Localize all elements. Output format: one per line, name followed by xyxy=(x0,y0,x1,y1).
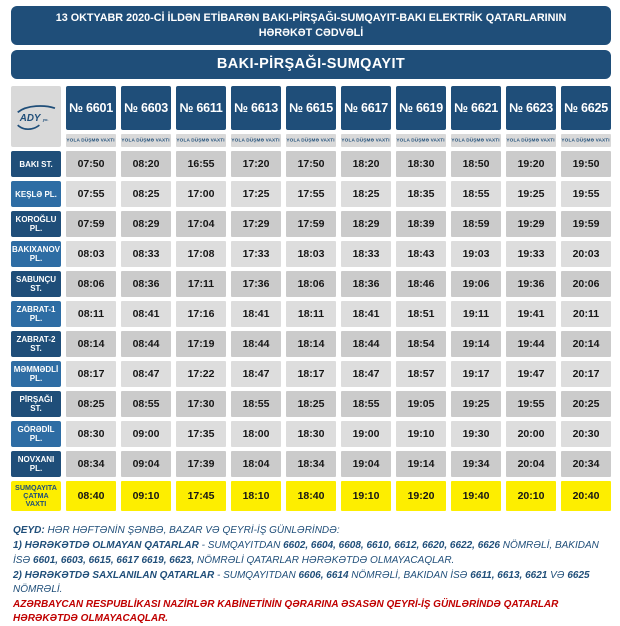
time-cell: 19:25 xyxy=(506,181,556,207)
time-cell: 18:25 xyxy=(341,181,391,207)
departure-time-label xyxy=(121,134,171,147)
time-cell: 18:41 xyxy=(341,301,391,327)
departure-time-label xyxy=(286,134,336,147)
time-cell: 08:36 xyxy=(121,271,171,297)
notes-section xyxy=(11,524,611,626)
time-cell: 08:34 xyxy=(66,451,116,477)
time-cell: 20:00 xyxy=(506,421,556,447)
time-cell: 18:25 xyxy=(286,391,336,417)
time-cell: 18:36 xyxy=(341,271,391,297)
train-number-header: № 6615 xyxy=(286,86,336,130)
time-cell: 19:41 xyxy=(506,301,556,327)
departure-time-label xyxy=(341,134,391,147)
time-cell: 18:39 xyxy=(396,211,446,237)
time-cell: 09:04 xyxy=(121,451,171,477)
train-number-header: № 6613 xyxy=(231,86,281,130)
note-line xyxy=(13,598,609,626)
time-cell: 19:25 xyxy=(451,391,501,417)
time-cell: 18:06 xyxy=(286,271,336,297)
time-cell: 19:05 xyxy=(396,391,446,417)
time-cell: 08:29 xyxy=(121,211,171,237)
departure-time-label-text: YOLA DÜŞMƏ VAXTI xyxy=(396,138,446,144)
time-cell: 20:11 xyxy=(561,301,611,327)
time-cell: 18:59 xyxy=(451,211,501,237)
train-number-header: № 6625 xyxy=(561,86,611,130)
note-text: NÖMRƏLİ. xyxy=(13,583,63,595)
logo-text: ADY xyxy=(19,112,41,124)
time-cell: 17:55 xyxy=(286,181,336,207)
time-cell: 19:33 xyxy=(506,241,556,267)
time-cell: 17:30 xyxy=(176,391,226,417)
time-cell: 17:04 xyxy=(176,211,226,237)
time-cell: 19:14 xyxy=(451,331,501,357)
arrival-time-cell: 18:40 xyxy=(286,481,336,511)
time-cell: 18:03 xyxy=(286,241,336,267)
arrival-time-cell: 19:40 xyxy=(451,481,501,511)
time-cell: 20:34 xyxy=(561,451,611,477)
time-cell: 18:55 xyxy=(341,391,391,417)
train-number-header: № 6611 xyxy=(176,86,226,130)
time-cell: 18:30 xyxy=(396,151,446,177)
time-cell: 09:00 xyxy=(121,421,171,447)
time-cell: 19:50 xyxy=(561,151,611,177)
departure-time-label-text: YOLA DÜŞMƏ VAXTI xyxy=(121,138,171,144)
time-cell: 08:25 xyxy=(121,181,171,207)
time-cell: 18:00 xyxy=(231,421,281,447)
time-cell: 07:50 xyxy=(66,151,116,177)
time-cell: 18:44 xyxy=(231,331,281,357)
time-cell: 18:04 xyxy=(231,451,281,477)
arrival-time-cell: 09:10 xyxy=(121,481,171,511)
time-cell: 18:11 xyxy=(286,301,336,327)
train-number-header: № 6619 xyxy=(396,86,446,130)
time-cell: 17:39 xyxy=(176,451,226,477)
train-number-header: № 6617 xyxy=(341,86,391,130)
note-text: 6601, 6603, 6615, 6617 6619, 6623, xyxy=(33,554,195,566)
note-text: 6625 xyxy=(567,569,590,581)
time-cell: 17:29 xyxy=(231,211,281,237)
note-text: 1) HƏRƏKƏTDƏ OLMAYAN QATARLAR xyxy=(13,540,199,552)
time-cell: 20:17 xyxy=(561,361,611,387)
train-number-header: № 6621 xyxy=(451,86,501,130)
time-cell: 18:34 xyxy=(286,451,336,477)
time-cell: 19:04 xyxy=(341,451,391,477)
time-cell: 17:19 xyxy=(176,331,226,357)
time-cell: 18:50 xyxy=(451,151,501,177)
arrival-time-cell: 08:40 xyxy=(66,481,116,511)
ady-logo xyxy=(11,86,61,147)
time-cell: 19:30 xyxy=(451,421,501,447)
time-cell: 08:44 xyxy=(121,331,171,357)
logo-swoosh-bottom xyxy=(18,125,40,129)
time-cell: 18:47 xyxy=(231,361,281,387)
departure-time-label-text: YOLA DÜŞMƏ VAXTI xyxy=(451,138,501,144)
time-cell: 18:46 xyxy=(396,271,446,297)
note-line xyxy=(13,539,609,567)
arrival-time-cell: 20:10 xyxy=(506,481,556,511)
time-cell: 18:55 xyxy=(451,181,501,207)
arrival-time-cell: 18:10 xyxy=(231,481,281,511)
station-cell: ZABRAT-2 ST. xyxy=(11,331,61,357)
station-cell: SABUNÇU ST. xyxy=(11,271,61,297)
time-cell: 19:17 xyxy=(451,361,501,387)
time-cell: 19:34 xyxy=(451,451,501,477)
time-cell: 08:14 xyxy=(66,331,116,357)
departure-time-label-text: YOLA DÜŞMƏ VAXTI xyxy=(341,138,391,144)
note-text: - SUMQAYITDAN xyxy=(198,540,284,552)
time-cell: 19:36 xyxy=(506,271,556,297)
time-cell: 08:20 xyxy=(121,151,171,177)
time-cell: 19:00 xyxy=(341,421,391,447)
time-cell: 16:55 xyxy=(176,151,226,177)
time-cell: 17:25 xyxy=(231,181,281,207)
time-cell: 17:50 xyxy=(286,151,336,177)
time-cell: 17:16 xyxy=(176,301,226,327)
time-cell: 18:29 xyxy=(341,211,391,237)
note-text: 6606, 6614 xyxy=(298,569,349,581)
time-cell: 08:55 xyxy=(121,391,171,417)
logo-swoosh-top xyxy=(18,106,55,112)
station-cell: BAKI ST. xyxy=(11,151,61,177)
time-cell: 17:00 xyxy=(176,181,226,207)
ady-logo-icon xyxy=(15,102,57,132)
time-cell: 08:11 xyxy=(66,301,116,327)
station-cell: GÖRƏDİL PL. xyxy=(11,421,61,447)
note-text: NÖMRƏLİ QATARLAR HƏRƏKƏTDƏ OLMAYACAQLAR. xyxy=(194,554,455,566)
departure-time-label xyxy=(396,134,446,147)
time-cell: 08:47 xyxy=(121,361,171,387)
note-text: QEYD: xyxy=(13,525,45,537)
arrival-label: SUMQAYITA ÇATMA VAXTI xyxy=(11,481,61,511)
time-cell: 19:55 xyxy=(506,391,556,417)
time-cell: 18:54 xyxy=(396,331,446,357)
time-cell: 19:29 xyxy=(506,211,556,237)
time-cell: 19:11 xyxy=(451,301,501,327)
time-cell: 18:35 xyxy=(396,181,446,207)
arrival-time-cell: 20:40 xyxy=(561,481,611,511)
time-cell: 17:20 xyxy=(231,151,281,177)
note-text: 6611, 6613, 6621 xyxy=(470,569,548,581)
time-cell: 19:03 xyxy=(451,241,501,267)
time-cell: 20:14 xyxy=(561,331,611,357)
train-number-header: № 6623 xyxy=(506,86,556,130)
time-cell: 08:03 xyxy=(66,241,116,267)
time-cell: 07:55 xyxy=(66,181,116,207)
route-title: BAKI-PİRŞAĞI-SUMQAYIT xyxy=(11,50,611,79)
departure-time-label xyxy=(231,134,281,147)
train-number-header: № 6601 xyxy=(66,86,116,130)
time-cell: 18:30 xyxy=(286,421,336,447)
time-cell: 19:14 xyxy=(396,451,446,477)
time-cell: 18:44 xyxy=(341,331,391,357)
note-text: 2) HƏRƏKƏTDƏ SAXLANILAN QATARLAR xyxy=(13,569,215,581)
departure-time-label xyxy=(506,134,556,147)
time-cell: 17:59 xyxy=(286,211,336,237)
departure-time-label-text: YOLA DÜŞMƏ VAXTI xyxy=(231,138,281,144)
station-cell: KOROĞLU PL. xyxy=(11,211,61,237)
departure-time-label xyxy=(66,134,116,147)
time-cell: 18:20 xyxy=(341,151,391,177)
page-title: 13 OKTYABR 2020-Cİ İLDƏN ETİBARƏN BAKI-PİRŞAĞI-SUMQAYIT-BAKI ELEKTRİK QATARLARININ HƏRƏKƏT CƏDVƏLİ xyxy=(11,6,611,45)
time-cell: 08:25 xyxy=(66,391,116,417)
time-cell: 19:20 xyxy=(506,151,556,177)
train-number-header: № 6603 xyxy=(121,86,171,130)
departure-time-label-text: YOLA DÜŞMƏ VAXTI xyxy=(561,138,611,144)
departure-time-label xyxy=(176,134,226,147)
time-cell: 08:30 xyxy=(66,421,116,447)
time-cell: 17:08 xyxy=(176,241,226,267)
note-text: - SUMQAYITDAN xyxy=(214,569,299,581)
time-cell: 18:51 xyxy=(396,301,446,327)
time-cell: 19:59 xyxy=(561,211,611,237)
time-cell: 19:55 xyxy=(561,181,611,207)
time-cell: 18:47 xyxy=(341,361,391,387)
time-cell: 20:03 xyxy=(561,241,611,267)
time-cell: 08:06 xyxy=(66,271,116,297)
station-cell: KEŞLƏ PL. xyxy=(11,181,61,207)
timetable-grid xyxy=(11,86,611,511)
time-cell: 20:30 xyxy=(561,421,611,447)
time-cell: 20:25 xyxy=(561,391,611,417)
time-cell: 17:11 xyxy=(176,271,226,297)
note-text: NÖMRƏLİ, BAKIDAN İSƏ xyxy=(13,540,599,566)
note-text: HƏR HƏFTƏNİN ŞƏNBƏ, BAZAR VƏ QEYRİ-İŞ GÜNLƏRİNDƏ: xyxy=(44,525,340,537)
departure-time-label-text: YOLA DÜŞMƏ VAXTI xyxy=(176,138,226,144)
time-cell: 08:17 xyxy=(66,361,116,387)
note-text: 6602, 6604, 6608, 6610, 6612, 6620, 6622, 6626 xyxy=(283,540,500,552)
time-cell: 20:04 xyxy=(506,451,556,477)
time-cell: 20:06 xyxy=(561,271,611,297)
time-cell: 18:41 xyxy=(231,301,281,327)
time-cell: 19:06 xyxy=(451,271,501,297)
departure-time-label-text: YOLA DÜŞMƏ VAXTI xyxy=(286,138,336,144)
time-cell: 17:22 xyxy=(176,361,226,387)
note-warning-text: AZƏRBAYCAN RESPUBLİKASI NAZİRLƏR KABİNETİNİN QƏRARINA ƏSASƏN QEYRİ-İŞ GÜNLƏRİNDƏ QATARLAR HƏRƏKƏTDƏ OLMAYACAQLAR. xyxy=(13,599,559,625)
note-text: VƏ xyxy=(547,569,568,581)
time-cell: 19:47 xyxy=(506,361,556,387)
departure-time-label xyxy=(451,134,501,147)
arrival-time-cell: 19:10 xyxy=(341,481,391,511)
arrival-time-cell: 17:45 xyxy=(176,481,226,511)
time-cell: 18:14 xyxy=(286,331,336,357)
time-cell: 17:36 xyxy=(231,271,281,297)
departure-time-label-text: YOLA DÜŞMƏ VAXTI xyxy=(66,138,116,144)
station-cell: BAKIXANOV PL. xyxy=(11,241,61,267)
station-cell: MƏMMƏDLİ PL. xyxy=(11,361,61,387)
time-cell: 08:33 xyxy=(121,241,171,267)
note-line xyxy=(13,569,609,597)
note-text: NÖMRƏLİ, BAKIDAN İSƏ xyxy=(348,569,471,581)
station-cell: ZABRAT-1 PL. xyxy=(11,301,61,327)
departure-time-label xyxy=(561,134,611,147)
logo-subtext: yo. xyxy=(42,116,49,122)
time-cell: 07:59 xyxy=(66,211,116,237)
time-cell: 08:41 xyxy=(121,301,171,327)
time-cell: 18:57 xyxy=(396,361,446,387)
time-cell: 17:35 xyxy=(176,421,226,447)
station-cell: NOVXANI PL. xyxy=(11,451,61,477)
time-cell: 18:55 xyxy=(231,391,281,417)
departure-time-label-text: YOLA DÜŞMƏ VAXTI xyxy=(506,138,556,144)
time-cell: 18:17 xyxy=(286,361,336,387)
time-cell: 18:43 xyxy=(396,241,446,267)
station-cell: PİRŞAĞI ST. xyxy=(11,391,61,417)
time-cell: 19:44 xyxy=(506,331,556,357)
arrival-time-cell: 19:20 xyxy=(396,481,446,511)
time-cell: 19:10 xyxy=(396,421,446,447)
time-cell: 17:33 xyxy=(231,241,281,267)
time-cell: 18:33 xyxy=(341,241,391,267)
note-line xyxy=(13,524,609,538)
